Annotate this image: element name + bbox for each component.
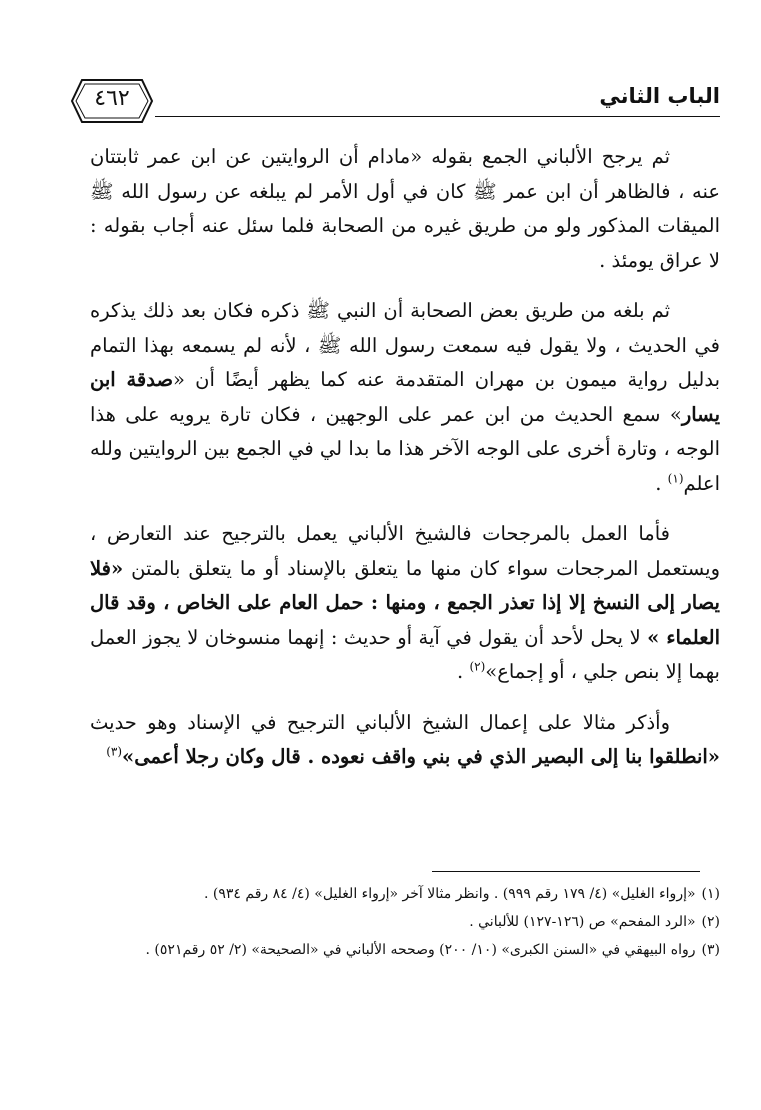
page-number: ٤٦٢: [94, 86, 130, 111]
footnote-1: [90, 880, 720, 908]
footnote-ref-1[interactable]: (١): [667, 471, 684, 485]
paragraph-2-bold: صدقة ابن يسار: [90, 368, 720, 426]
paragraph-3-bold: «فلا يصار إلى النسخ إلا إذا تعذر الجمع ، ومنها : حمل العام على الخاص ، وقد قال العلماء »: [90, 556, 720, 649]
paragraph-4-text-a: وأذكر مثالا على إعمال الشيخ الألباني الترجيح في الإسناد وهو حديث: [90, 710, 670, 734]
header-rule: [155, 116, 720, 117]
paragraph-1-text: ثم يرجح الألباني الجمع بقوله «مادام أن الروايتين عن ابن عمر ثابتتان عنه ، فالظاهر أن ابن عمر ﷺ كان في أول الأمر لم يبلغه عن رسول الله ﷺ الميقات المذكور ولو من طريق غيره من الصحابة فلما سئل عنه أجاب بقوله : لا عراق يومئذ .: [90, 145, 720, 272]
footnote-3: [90, 936, 720, 964]
paragraph-2-text-a: ثم بلغه من طريق بعض الصحابة أن النبي ﷺ ذكره فكان بعد ذلك يذكره في الحديث ، ولا يقول فيه سمعت رسول الله ﷺ ، لأنه لم يسمعه بهذا التمام بدليل رواية ميمون بن مهران المتقدمة عنه كما يظهر أيضًا أن «: [90, 299, 720, 391]
footnote-2-number: (٢): [701, 914, 720, 930]
footnote-ref-3[interactable]: (٣): [106, 744, 123, 759]
footnote-3-number: (٣): [701, 942, 720, 958]
paragraph-4-bold: «انطلقوا بنا إلى البصير الذي في بني واقف نعوده . قال وكان رجلا أعمى»: [122, 745, 720, 768]
footnotes: [90, 880, 720, 964]
footnote-3-text: رواه البيهقي في «السنن الكبرى» (١٠/ ٢٠٠) وصححه الألباني في «الصحيحة» (٢/ ٥٢ رقم٥٢١) .: [145, 942, 696, 958]
footnote-1-number: (١): [701, 886, 720, 902]
footnote-2: [90, 908, 720, 936]
paragraph-1: [90, 140, 720, 278]
footnote-ref-2[interactable]: (٢): [469, 659, 486, 674]
paragraph-2: [90, 294, 720, 501]
footnote-separator: [432, 871, 700, 872]
chapter-title: الباب الثاني: [599, 84, 720, 108]
paragraph-2-end: .: [655, 471, 668, 495]
main-text: [90, 140, 720, 791]
paragraph-3-text-a: فأما العمل بالمرجحات فالشيخ الألباني يعمل بالترجيح عند التعارض ، ويستعمل المرجحات سواء كان منها ما يتعلق بالإسناد أو ما يتعلق بالمتن: [90, 522, 720, 580]
paragraph-3-text-b: لا يحل لأحد أن يقول في آية أو حديث : إنهما منسوخان لا يجوز العمل بهما إلا بنص جلي ، أو إجماع»: [90, 625, 720, 683]
paragraph-3: [90, 517, 720, 690]
footnote-1-text: «إرواء الغليل» (٤/ ١٧٩ رقم ٩٩٩) . وانظر مثالا آخر «إرواء الغليل» (٤/ ٨٤ رقم ٩٣٤) .: [204, 886, 696, 902]
paragraph-3-end: .: [457, 660, 470, 683]
page-header: [60, 78, 720, 124]
paragraph-4: [90, 706, 720, 775]
footnote-2-text: «الرد المفحم» ص (١٢٦-١٢٧) للألباني .: [469, 914, 696, 930]
paragraph-2-text-b: » سمع الحديث من ابن عمر على الوجهين ، فكان تارة يرويه على هذا الوجه ، وتارة أخرى على الوجه الآخر هذا ما بدا لي في الجمع بين الروايتين ولله اعلم: [90, 402, 720, 495]
